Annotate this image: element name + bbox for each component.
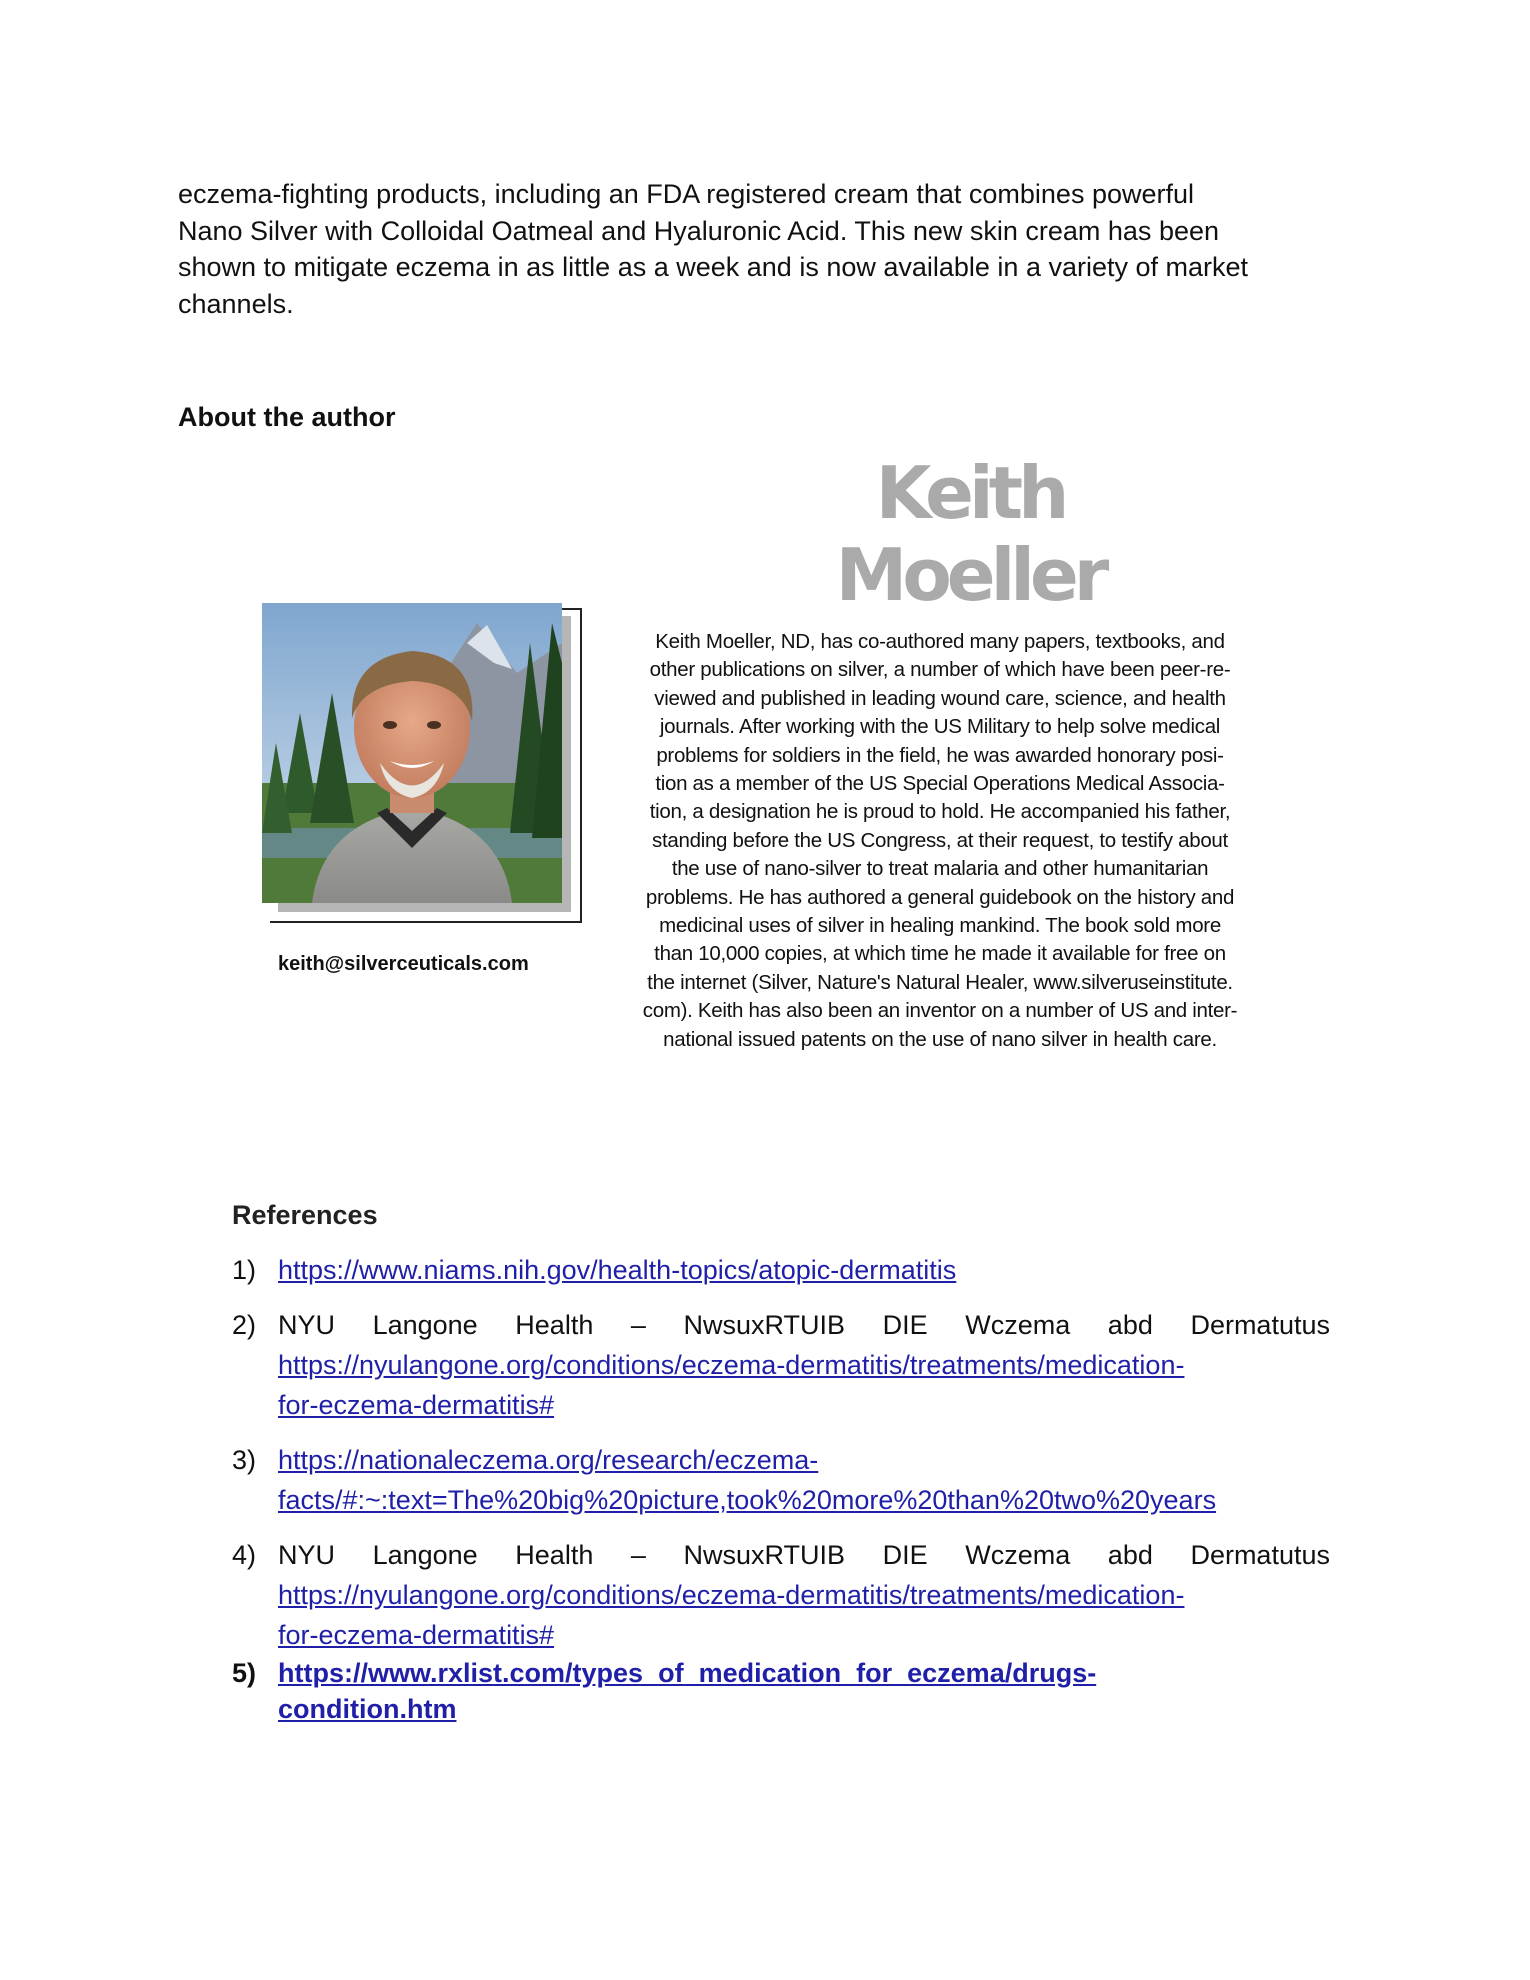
bio-line: viewed and published in leading wound care, science, and health (654, 686, 1226, 710)
intro-line: eczema-fighting products, including an FDA registered cream that combines powerful (178, 179, 1195, 209)
bio-line: national issued patents on the use of nano silver in health care. (663, 1027, 1217, 1051)
bio-line: tion, a designation he is proud to hold. He accompanied his father, (649, 800, 1231, 824)
reference-number: 2) (232, 1310, 257, 1340)
reference-link[interactable]: https://www.niams.nih.gov/health-topics/atopic-dermatitis (278, 1255, 957, 1285)
reference-number: 4) (232, 1540, 257, 1570)
reference-label: NYU Langone Health – NwsuxRTUIB DIE Wczema abd Dermatutus (278, 1540, 1330, 1570)
bio-line: standing before the US Congress, at their request, to testify about (652, 828, 1228, 852)
reference-item (232, 1655, 1330, 1727)
intro-paragraph (178, 176, 1338, 322)
references-heading: References (232, 1200, 378, 1230)
intro-line: shown to mitigate eczema in as little as a week and is now available in a variety of market (178, 252, 1249, 282)
reference-link[interactable]: facts/#:~:text=The%20big%20picture,took%20more%20than%20two%20years (278, 1485, 1217, 1515)
reference-item (232, 1440, 1330, 1520)
bio-line: com). Keith has also been an inventor on a number of US and inter- (642, 999, 1238, 1023)
reference-link[interactable]: condition.htm (278, 1694, 457, 1724)
author-photo (262, 603, 562, 903)
reference-link[interactable]: https://www.rxlist.com/types_of_medication_for_eczema/drugs- (278, 1658, 1097, 1688)
bio-line: medicinal uses of silver in healing mankind. The book sold more (659, 914, 1221, 938)
bio-line: journals. After working with the US Military to help solve medical (659, 715, 1221, 739)
intro-line: Nano Silver with Colloidal Oatmeal and Hyaluronic Acid. This new skin cream has been (178, 215, 1220, 246)
author-bio (600, 628, 1280, 1054)
bio-line: problems for soldiers in the field, he was awarded honorary posi- (656, 743, 1224, 767)
references-list (232, 1250, 1330, 1727)
author-email[interactable]: keith@silverceuticals.com (278, 953, 529, 975)
author-first-name: Keith (875, 451, 1065, 535)
reference-item (232, 1305, 1330, 1425)
intro-line: channels. (178, 288, 294, 319)
reference-link[interactable]: for-eczema-dermatitis# (278, 1390, 555, 1420)
reference-item (232, 1535, 1330, 1655)
reference-link[interactable]: https://nyulangone.org/conditions/eczema-dermatitis/treatments/medication- (278, 1350, 1185, 1380)
reference-number: 5) (232, 1658, 257, 1688)
reference-number: 3) (232, 1445, 257, 1475)
bio-line: than 10,000 copies, at which time he made it available for free on (654, 942, 1226, 966)
bio-line: the internet (Silver, Nature's Natural Healer, www.silveruseinstitute. (647, 970, 1233, 994)
bio-line: Keith Moeller, ND, has co-authored many papers, textbooks, and (655, 630, 1225, 653)
reference-link[interactable]: for-eczema-dermatitis# (278, 1620, 555, 1650)
reference-label: NYU Langone Health – NwsuxRTUIB DIE Wczema abd Dermatutus (278, 1310, 1330, 1340)
author-portrait-image (262, 603, 562, 903)
about-heading: About the author (178, 402, 396, 432)
bio-line: problems. He has authored a general guidebook on the history and (645, 885, 1235, 909)
reference-number: 1) (232, 1255, 257, 1285)
reference-link[interactable]: https://nyulangone.org/conditions/eczema-dermatitis/treatments/medication- (278, 1580, 1185, 1610)
reference-link[interactable]: https://nationaleczema.org/research/eczema- (278, 1445, 819, 1475)
reference-item (232, 1250, 1330, 1290)
bio-line: other publications on silver, a number of which have been peer-re- (649, 658, 1231, 682)
bio-line: the use of nano-silver to treat malaria and other humanitarian (671, 857, 1209, 881)
bio-line: tion as a member of the US Special Operations Medical Associa- (655, 772, 1225, 796)
author-last-name: Moeller (835, 533, 1105, 617)
author-name (760, 452, 1180, 616)
